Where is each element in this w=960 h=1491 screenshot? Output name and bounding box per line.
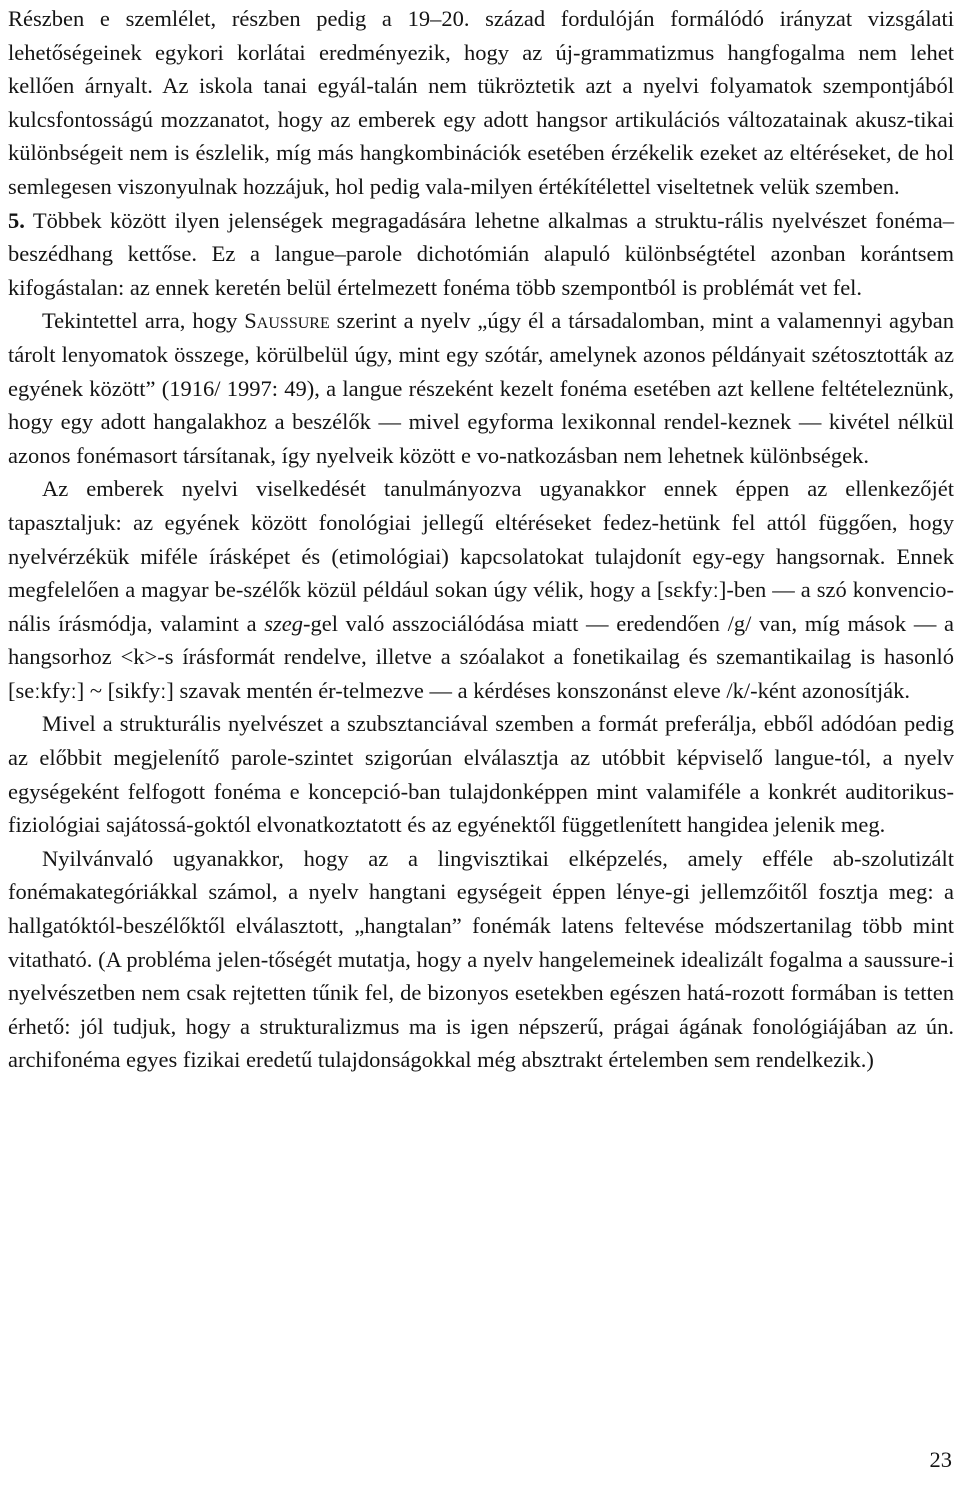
paragraph-text-before: Tekintettel arra, hogy	[42, 308, 245, 334]
paragraph-text: Részben e szemlélet, részben pedig a 19–20. század fordulóján formálódó irányzat vizsgálati lehetőségeinek egykori korlátai eredményezik, hogy az új-grammatizmus hangfogalma nem lehet kellően árnyalt. Az iskola tanai egyál-talán nem tükröztetik azt a nyelvi folyamatok szempontjából kulcsfontosságú mozzanatot, hogy az emberek egy adott hangsor artikulációs változatainak akusz-tikai különbségeit nem is észlelik, míg más hangkombinációk esetében érzékelik ezeket az eltéréseket, de hol semlegesen viszonyulnak hozzájuk, hol pedig vala-milyen értékítélettel viseltetnek velük szemben.	[8, 6, 954, 199]
paragraph-text: Többek között ilyen jelenségek megragadására lehetne alkalmas a struktu-rális nyelvészet fonéma–beszédhang kettőse. Ez a langue–parole dichotómián alapuló különbségtétel azonban korántsem kifogástalan: az ennek keretén belül értelmezett fonéma több szempontból is problémát vet fel.	[8, 207, 954, 300]
paragraph-section-5	[8, 204, 954, 305]
italic-word: szeg	[264, 610, 303, 636]
page-number: 23	[929, 1447, 952, 1472]
paragraph-text-after: -gel való asszociálódása miatt — eredendően /g/ van, míg mások — a hangsorhoz <k>-s írásformát rendelve, illetve a szóalakot a fonetikailag és szemantikailag is hasonló [seːkfyː] ~ [sikfyː] szavak mentén ér-telmezve — a kérdéses konszonánst eleve /k/-ként azonosítják.	[8, 610, 955, 703]
page-body	[8, 2, 954, 1077]
paragraph-text: Nyilvánvaló ugyanakkor, hogy az a lingvisztikai elképzelés, amely efféle ab-szolutizált fonémakategóriákkal számol, a nyelv hangtani egységeit éppen lénye-gi jellemzőitől fosztja meg: a hallgatóktól-beszélőktől elválasztott, „hangtalan” fonémák latens feltevése módszertanilag több mint vitatható. (A probléma jelen-tőségét mutatja, hogy a nyelv hangelemeinek idealizált fogalma a saussure-i nyelvészetben nem csak rejtetten tűnik fel, de bizonyos esetekben egészen hatá-rozott formában is tetten érhető: jól tudjuk, hogy a strukturalizmus ma is igen népszerű, prágai ágának fonológiájában az ún. archifonéma egyes fizikai eredetű tulajdonságokkal még absztrakt értelemben sem rendelkezik.)	[8, 845, 954, 1073]
paragraph-text-after: szerint a nyelv „úgy él a társadalomban, mint a valamennyi agyban tárolt lenyomatok összege, körülbelül úgy, mint egy szótár, amelynek azonos példányait szétosztották az egyének között” (1916/ 1997: 49), a langue részeként kezelt fonéma esetében azt kellene feltételeznünk, hogy egy adott hangalakhoz a beszélők — mivel egyforma lexikonnal rendel-keznek — kivétel nélkül azonos fonémasort társítanak, így nyelveik között e vo-natkozásban nem lehetnek különbségek.	[8, 308, 954, 468]
paragraph-text: Mivel a strukturális nyelvészet a szubsztanciával szemben a formát preferálja, ebből adódóan pedig az előbbit megjelenítő parole-szintet szigorúan elválasztja az utóbbit képviselő langue-tól, a nyelv egységeként felfogott fonéma e koncepció-ban tulajdonképpen mint valamiféle a konkrét auditorikus-fiziológiai sajátossá-goktól elvonatkoztatott és az egyénektől függetlenített hangidea jelenik meg.	[8, 711, 954, 838]
paragraph-structural	[8, 707, 954, 841]
paragraph-intro	[8, 2, 954, 204]
paragraph-behaviour	[8, 472, 954, 707]
paragraph-conclusion	[8, 842, 954, 1077]
paragraph-saussure	[8, 304, 954, 472]
author-name-smallcaps: Saussure	[244, 308, 330, 334]
paragraph-text-before: Az emberek nyelvi viselkedését tanulmányozva ugyanakkor ennek éppen az ellenkezőjét tapasztaljuk: az egyének között fonológiai jellegű eltéréseket fedez-hetünk fel attól függően, hogy nyelvérzékük miféle írásképet és (etimológiai) kapcsolatokat tulajdonít egy-egy hangsornak. Ennek megfelelően a magyar be-szélők közül például sokan úgy vélik, hogy a [sɛkfyː]-ben — a szó konvencio-nális írásmódja, valamint a	[8, 476, 954, 636]
section-number: 5.	[8, 207, 25, 233]
